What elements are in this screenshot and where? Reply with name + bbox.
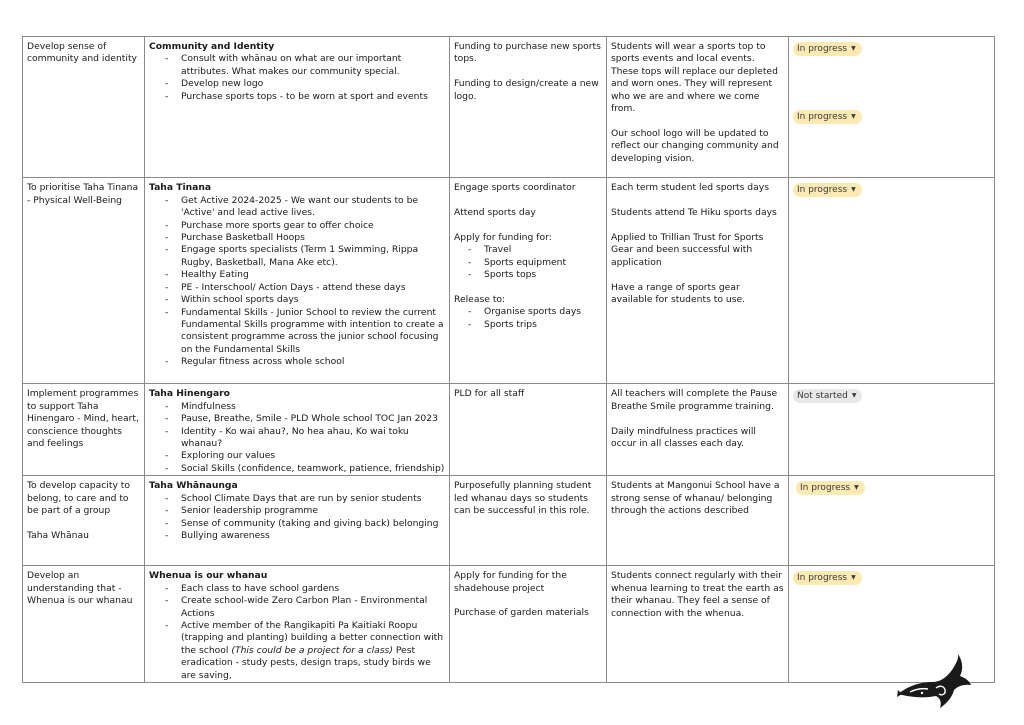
- actions-cell: [145, 178, 450, 384]
- chevron-down-icon: ▼: [851, 186, 856, 194]
- status-dropdown[interactable]: In progress ▼: [793, 183, 862, 197]
- resources-cell: Purposefully planning student led whanau days so students can be successful in this role.: [450, 476, 607, 566]
- status-cell: [789, 37, 995, 178]
- list-item: - Exploring our values: [181, 450, 445, 462]
- goal-cell: Implement programmes to support Taha Hinengaro - Mind, heart, conscience thoughts and feelings: [23, 384, 145, 476]
- actions-cell: [145, 384, 450, 476]
- chevron-down-icon: ▼: [851, 392, 857, 400]
- list-item: - Sports tops: [484, 269, 602, 281]
- list-item: - Purchase more sports gear to offer choice: [181, 220, 445, 232]
- outcomes-cell: All teachers will complete the Pause Breathe Smile programme training. Daily mindfulness practices will occur in all classes each day.: [607, 384, 789, 476]
- release-label: Release to:: [454, 294, 506, 306]
- list-item: - PE - Interschool/ Action Days - attend these days: [181, 282, 445, 294]
- status-cell: [789, 178, 995, 384]
- list-item: - Organise sports days: [484, 306, 602, 318]
- chevron-down-icon: ▼: [851, 45, 856, 52]
- actions-list: [149, 401, 445, 475]
- chevron-down-icon: ▼: [851, 113, 856, 120]
- outcomes-cell: Each term student led sports days Students attend Te Hiku sports days Applied to Trillian Trust for Sports Gear and been successful with application Have a range of sports gear available for students to use.: [607, 178, 789, 384]
- list-item: - Sports trips: [484, 319, 602, 331]
- actions-list: [149, 493, 445, 543]
- actions-cell: [145, 566, 450, 683]
- funding-list: [454, 244, 602, 281]
- list-item: - Healthy Eating: [181, 269, 445, 281]
- section-title: Whenua is our whanau: [149, 570, 268, 582]
- chevron-down-icon: ▼: [851, 574, 856, 582]
- outcomes-cell: Students connect regularly with their whenua learning to treat the earth as their whanau. They feel a sense of connection with the whenua.: [607, 566, 789, 683]
- resources-cell: PLD for all staff: [450, 384, 607, 476]
- table-row: [23, 384, 995, 476]
- list-item: - Each class to have school gardens: [181, 583, 445, 595]
- actions-cell: [145, 476, 450, 566]
- list-item: - Sense of community (taking and giving back) belonging: [181, 518, 445, 530]
- list-item: - Purchase sports tops - to be worn at sport and events: [181, 91, 445, 103]
- list-item: - Pause, Breathe, Smile - PLD Whole school TOC Jan 2023: [181, 413, 445, 425]
- table-row: [23, 476, 995, 566]
- list-item: - Travel: [484, 244, 602, 256]
- resources-cell: Apply for funding for the shadehouse project Purchase of garden materials: [450, 566, 607, 683]
- goal-cell: Develop sense of community and identity: [23, 37, 145, 178]
- list-item: - Engage sports specialists (Term 1 Swimming, Rippa Rugby, Basketball, Mana Ake etc).: [181, 244, 445, 269]
- status-dropdown[interactable]: In progress ▼: [793, 571, 862, 585]
- status-dropdown[interactable]: In progress ▼: [793, 110, 862, 124]
- plan-table: [22, 36, 995, 683]
- funding-label: Apply for funding for:: [454, 232, 552, 244]
- list-item: - Within school sports days: [181, 294, 445, 306]
- list-item: - Develop new logo: [181, 78, 445, 90]
- release-list: [454, 306, 602, 331]
- chevron-down-icon: ▼: [854, 484, 859, 492]
- status-dropdown[interactable]: In progress ▼: [796, 481, 865, 495]
- list-item: - Active member of the Rangikapiti Pa Kaitiaki Roopu (trapping and planting) building a better connection with the school (This could be a project for a class) Pest eradication - study pests, design traps, study birds we are saving,: [181, 620, 445, 682]
- section-title: Community and Identity: [149, 41, 275, 52]
- list-item: - Consult with whānau on what are our important attributes. What makes our community special.: [181, 53, 445, 78]
- table-row: [23, 178, 995, 384]
- outcomes-cell: Students will wear a sports top to sports events and local events. These tops will replace our depleted and worn ones. They will represent who we are and where we come from. Our school logo will be updated to reflect our changing community and developing vision.: [607, 37, 789, 178]
- list-item: - School Climate Days that are run by senior students: [181, 493, 445, 505]
- actions-cell: [145, 37, 450, 178]
- list-item: - Create school-wide Zero Carbon Plan - Environmental Actions: [181, 595, 445, 620]
- actions-list: [149, 583, 445, 682]
- list-item: - Mindfulness: [181, 401, 445, 413]
- resources-cell: Funding to purchase new sports tops. Funding to design/create a new logo.: [450, 37, 607, 178]
- actions-list: [149, 195, 445, 369]
- list-item: - Get Active 2024-2025 - We want our students to be 'Active' and lead active lives.: [181, 195, 445, 220]
- outcomes-cell: Students at Mangonui School have a strong sense of whanau/ belonging through the actions described: [607, 476, 789, 566]
- status-cell: [789, 384, 995, 476]
- list-item: - Regular fitness across whole school: [181, 356, 445, 368]
- list-item: - Senior leadership programme: [181, 505, 445, 517]
- table-row: [23, 37, 995, 178]
- section-title: Taha Tinana: [149, 182, 212, 194]
- table-row: [23, 566, 995, 683]
- list-item: - Bullying awareness: [181, 530, 445, 542]
- goal-cell: To prioritise Taha Tinana - Physical Well-Being: [23, 178, 145, 384]
- list-item: - Social Skills (confidence, teamwork, patience, friendship): [181, 463, 445, 475]
- status-cell: [789, 476, 995, 566]
- status-dropdown[interactable]: Not started ▼: [793, 389, 862, 403]
- status-dropdown[interactable]: In progress ▼: [793, 42, 862, 56]
- shark-logo-icon: [896, 652, 972, 710]
- list-item: - Sports equipment: [484, 257, 602, 269]
- resources-cell: Engage sports coordinator Attend sports day Apply for funding for: - Travel - Sports equipment - Sports tops Release to: - Organise sports days - Sports trips: [450, 178, 607, 384]
- list-item: - Fundamental Skills - Junior School to review the current Fundamental Skills programme with intention to create a consistent programme across the junior school focusing on the Fundamental Skills: [181, 307, 445, 357]
- list-item: - Purchase Basketball Hoops: [181, 232, 445, 244]
- goal-cell: Develop an understanding that - Whenua is our whanau: [23, 566, 145, 683]
- list-item: - Identity - Ko wai ahau?, No hea ahau, Ko wai toku whanau?: [181, 426, 445, 451]
- section-title: Taha Hinengaro: [149, 388, 230, 400]
- section-title: Taha Whānaunga: [149, 480, 238, 492]
- goal-cell: To develop capacity to belong, to care and to be part of a group Taha Whānau: [23, 476, 145, 566]
- actions-list: [149, 53, 445, 103]
